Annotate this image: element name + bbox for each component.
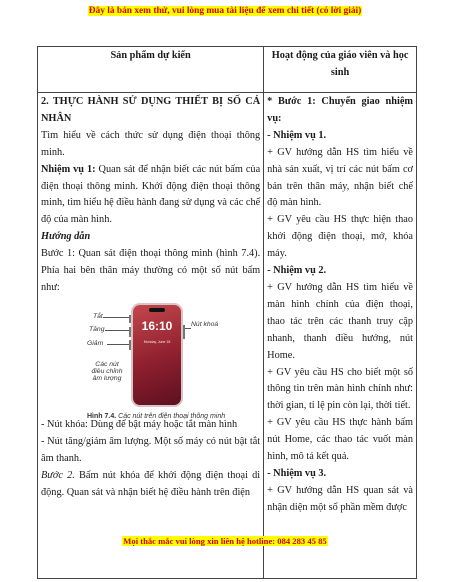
task1-paragraph: [41, 162, 260, 230]
step2-paragraph: [41, 468, 260, 502]
label-volume-line2: điều chỉnh: [91, 367, 123, 375]
label-up: Tăng: [89, 325, 105, 333]
figure-caption: [87, 409, 225, 426]
task1-heading: - Nhiệm vụ 1.: [267, 129, 327, 141]
lesson-table: [37, 46, 417, 579]
task1-label: Nhiệm vụ 1:: [41, 163, 96, 175]
label-lock: Nút khoá: [191, 320, 219, 328]
task2-guide-text: + GV hướng dẫn HS tìm hiểu về màn hình chính của điện thoại, thao tác trên các thanh truy cập nhanh, thanh điều hướng, nút Home.: [267, 281, 413, 361]
task2-request-practice-text: + GV yêu cầu HS thực hành bấm nút Home, các thao tác vuốt màn hình, mô tả kết quả.: [267, 417, 413, 463]
intro-text: Tìm hiểu về cách thức sử dụng điện thoại thông minh.: [41, 129, 261, 158]
hotline-banner-text: Mọi thắc mắc vui lòng xin liên hệ hotline: 084 283 45 85: [123, 536, 327, 546]
phone-image: [131, 303, 183, 407]
section-title: 2. THỰC HÀNH SỬ DỤNG THIẾT BỊ SỐ CÁ NHÂN: [41, 96, 261, 124]
leader-line-lock: [185, 328, 191, 329]
leader-line-down: [107, 344, 129, 345]
label-volume-buttons: [87, 361, 127, 382]
header-expected-product: Sản phẩm dự kiến: [38, 47, 264, 93]
preview-banner-text: Đây là bản xem thử, vui lòng mua tài liệu để xem chi tiết (có lời giải): [88, 6, 362, 16]
bullet-lock-button: - Nút khóa: Dùng để bật máy hoặc tắt màn hình: [41, 418, 238, 430]
task3-guide-text: + GV hướng dẫn HS quan sát và nhận diện một số phần mềm được: [267, 484, 413, 513]
label-volume-line1: Các nút: [95, 360, 119, 368]
step2-label: Bước 2.: [41, 469, 75, 481]
preview-banner: [0, 6, 450, 16]
step1-title: * Bước 1: Chuyển giao nhiệm vụ:: [267, 96, 413, 124]
table-body-row: [38, 93, 417, 579]
task1-guide-text: + GV hướng dẫn HS tìm hiểu về nhà sản xuất, vị trí các nút bấm cơ bản trên thân máy, nhận biết chế độ màn hình.: [267, 146, 413, 209]
phone-figure: [41, 299, 260, 420]
right-column: [264, 93, 417, 579]
caption-text: Các nút trên điện thoại thông minh: [116, 412, 226, 420]
leader-line-off: [103, 317, 129, 318]
hotline-banner: [0, 536, 450, 546]
phone-notch: [149, 308, 165, 312]
phone-time: 16:10: [141, 318, 173, 333]
guide-label: Hướng dẫn: [41, 231, 91, 243]
phone-date: Monday, June 18: [143, 339, 171, 344]
label-volume-line3: âm lượng: [92, 374, 122, 382]
step1-text: Bước 1: Quan sát điện thoại thông minh (hình 7.4). Phía hai bên thân máy thường có một số nút bấm như:: [41, 248, 261, 293]
header-teacher-student-activity: Hoạt động của giáo viên và học sinh: [264, 47, 417, 93]
label-off: Tắt: [93, 312, 103, 320]
task2-heading: - Nhiệm vụ 2.: [267, 265, 327, 277]
caption-number: Hình 7.4.: [87, 412, 117, 420]
table-header-row: [38, 47, 417, 93]
task2-request-info-text: + GV yêu cầu HS cho biết một số thông tin trên màn hình chính như: thời gian, tỉ lệ pin còn lại, thời tiết.: [267, 366, 413, 412]
bullet-volume-button: - Nút tăng/giảm âm lượng. Một số máy có nút bật tắt âm thanh.: [41, 435, 261, 464]
task1-text: Quan sát để nhận biết các nút bấm của điện thoại thông minh. Khởi động điện thoại thông minh, tìm hiểu hệ điều hành đang sử dụng và các chế độ của màn hình.: [41, 163, 261, 226]
task3-heading: - Nhiệm vụ 3.: [267, 467, 327, 479]
leader-line-up: [105, 330, 129, 331]
left-column: [38, 93, 264, 579]
step2-text: Bấm nút khóa để khởi động điện thoại di động. Quan sát và nhận biết hệ điều hành trên điện: [41, 469, 261, 498]
label-down: Giảm: [87, 339, 104, 347]
task1-request-text: + GV yêu cầu HS thực hiện thao khởi động điện thoại, mở, khóa máy.: [267, 214, 413, 260]
